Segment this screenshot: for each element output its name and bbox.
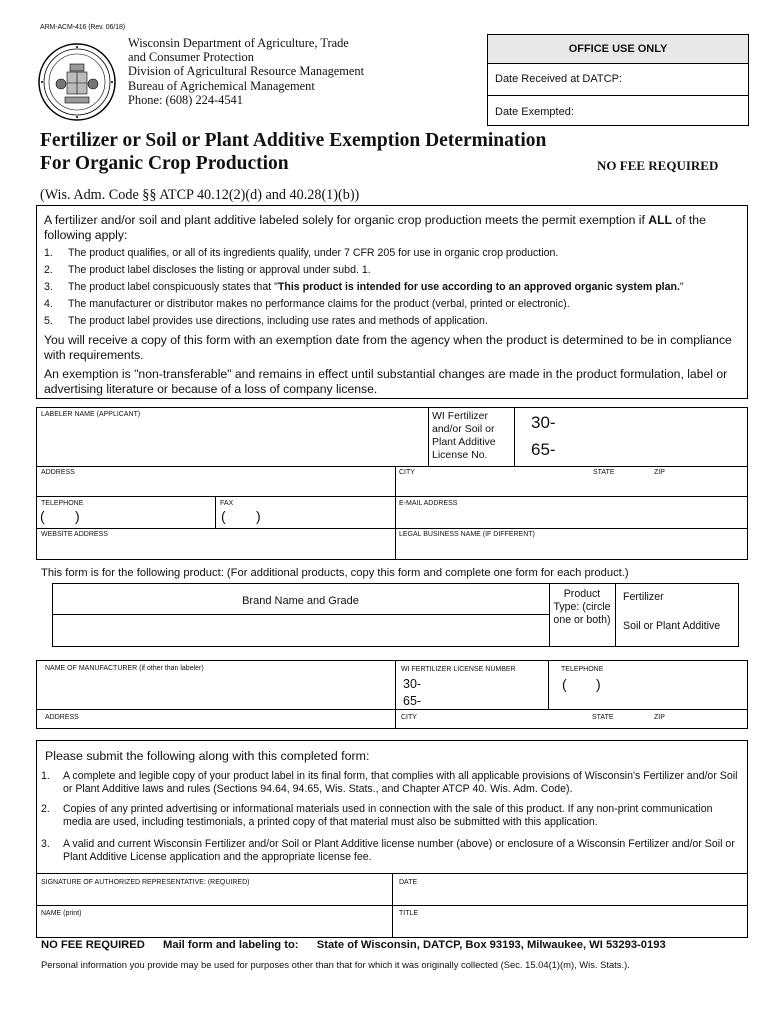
office-use-box: [487, 34, 749, 126]
product-type-fertilizer[interactable]: Fertilizer: [623, 591, 664, 603]
requirements-list: [44, 247, 744, 332]
manufacturer-state-label: STATE: [592, 714, 614, 721]
manufacturer-license-label: WI FERTILIZER LICENSE NUMBER: [401, 666, 516, 673]
page-title-line-1: Fertilizer or Soil or Plant Additive Exemption Determination: [40, 130, 547, 151]
telephone-area-close: ): [75, 508, 80, 524]
website-label: WEBSITE ADDRESS: [41, 531, 108, 538]
list-item: 4. The manufacturer or distributor makes no performance claims for the product (verbal, printed or electronic).: [44, 298, 570, 310]
telephone-area-open: (: [40, 508, 45, 524]
license-number-label: WI Fertilizer and/or Soil or Plant Additive License No.: [432, 410, 496, 461]
agency-block: [128, 36, 364, 107]
labeler-address-field[interactable]: [41, 478, 391, 495]
footer-no-fee: NO FEE REQUIRED: [41, 939, 145, 951]
manufacturer-telephone-label: TELEPHONE: [561, 666, 604, 673]
manufacturer-city-label: CITY: [401, 714, 417, 721]
date-received-label: Date Received at DATCP:: [495, 73, 622, 85]
office-use-title: OFFICE USE ONLY: [568, 43, 668, 55]
print-name-label: NAME (print): [41, 910, 82, 917]
labeler-name-label: LABELER NAME (APPLICANT): [41, 411, 141, 418]
list-item: 3. The product label conspicuously states that "This product is intended for use according to an approved organic system plan.": [44, 281, 684, 293]
footer-mailing-line: [41, 939, 666, 951]
wisconsin-seal-icon: [37, 42, 117, 122]
labeler-license-field[interactable]: [566, 413, 744, 461]
product-intro: This form is for the following product: (For additional products, copy this form and complete one form for each product.): [41, 567, 629, 579]
list-item: 1. A complete and legible copy of your product label in its final form, that complies with all applicable provisions of Wisconsin's Fertilizer and/or Soil or Plant Additive laws and rules (Sections 94.64, 94.65, Wis. Stats., and Chapter ATCP 40. Wis. Adm. Code).: [41, 770, 738, 795]
manufacturer-name-field[interactable]: [45, 675, 390, 705]
labeler-telephone-field[interactable]: [84, 510, 210, 526]
privacy-notice: Personal information you provide may be used for purposes other than that for which it was originally collected (Sec. 15.04(1)(m), Wis. Stats.).: [41, 959, 630, 970]
manufacturer-name-label: NAME OF MANUFACTURER (if other than labeler): [45, 665, 204, 672]
manufacturer-license-prefix-65: 65-: [403, 694, 422, 708]
list-item: 3. A valid and current Wisconsin Fertilizer and/or Soil or Plant Additive license number (above) or enclosure of a Wisconsin Fertilizer and/or Soil or Plant Additive License application and the appropriate license fee.: [41, 838, 735, 863]
list-item: 1. The product qualifies, or all of its ingredients qualify, under 7 CFR 205 for use in organic crop production.: [44, 247, 559, 259]
agency-line-3: Division of Agricultural Resource Management: [128, 64, 365, 79]
signature-label: SIGNATURE OF AUTHORIZED REPRESENTATIVE: (REQUIRED): [41, 879, 250, 886]
agency-line-4: Bureau of Agrichemical Management: [128, 78, 315, 93]
title-label: TITLE: [399, 910, 419, 917]
manufacturer-license-field[interactable]: [428, 677, 544, 707]
print-name-field[interactable]: [41, 919, 389, 936]
page-title-line-2: For Organic Crop Production: [40, 153, 289, 174]
manufacturer-license-prefix-30: 30-: [403, 677, 422, 691]
list-item: 2. Copies of any printed advertising or informational materials used in connection with the sale of this product. If any non-print communication media are used, including testimonials, a printed copy of that material must also be submitted with this application.: [41, 803, 713, 828]
code-reference: (Wis. Adm. Code §§ ATCP 40.12(2)(d) and 40.28(1)(b)): [40, 187, 360, 203]
fax-label: FAX: [220, 500, 234, 507]
intro-paragraph-3: An exemption is "non-transferable" and remains in effect until substantial changes are made in the product formulation, label or advertising literature or because of a loss of company license.: [44, 367, 728, 396]
submit-heading: Please submit the following along with this completed form:: [45, 749, 370, 763]
manufacturer-address-label: ADDRESS: [45, 714, 79, 721]
email-label: E-MAIL ADDRESS: [399, 500, 458, 507]
labeler-email-field[interactable]: [399, 510, 744, 526]
product-type-soil-plant-additive[interactable]: Soil or Plant Additive: [623, 620, 721, 632]
list-item: 2. The product label discloses the listing or approval under subd. 1.: [44, 264, 371, 276]
intro-paragraph-1: A fertilizer and/or soil and plant additive labeled solely for organic crop production meets the permit exemption if ALL of the following apply:: [44, 213, 706, 242]
license-prefix-65: 65-: [531, 440, 556, 459]
state-label: STATE: [593, 469, 615, 476]
signature-field[interactable]: [41, 888, 389, 904]
list-item: 5. The product label provides use directions, including use rates and methods of application.: [44, 315, 488, 327]
labeler-fax-field[interactable]: [266, 510, 390, 526]
telephone-label: TELEPHONE: [41, 500, 84, 507]
labeler-name-field[interactable]: [41, 422, 425, 462]
submit-list: [41, 770, 741, 868]
labeler-legal-name-field[interactable]: [399, 541, 744, 558]
manufacturer-telephone-field[interactable]: [606, 678, 744, 698]
signature-date-field[interactable]: [399, 888, 744, 904]
license-prefix-30: 30-: [531, 413, 556, 432]
labeler-website-field[interactable]: [41, 541, 391, 558]
agency-phone: Phone: (608) 224-4541: [128, 92, 243, 107]
zip-label: ZIP: [654, 469, 665, 476]
agency-line-1: Wisconsin Department of Agriculture, Trade: [128, 36, 349, 50]
title-field[interactable]: [399, 919, 744, 936]
fax-area-close: ): [256, 508, 261, 524]
fax-area-open: (: [221, 508, 226, 524]
city-label: CITY: [399, 469, 415, 476]
agency-line-2: and Consumer Protection: [128, 50, 254, 65]
manufacturer-zip-label: ZIP: [654, 714, 665, 721]
labeler-city-state-zip-field[interactable]: [399, 478, 744, 495]
manufacturer-area-open: (: [562, 676, 567, 692]
date-label: DATE: [399, 879, 418, 886]
date-exempted-label: Date Exempted:: [495, 106, 574, 118]
brand-name-label: Brand Name and Grade: [242, 595, 359, 607]
brand-name-field[interactable]: [56, 617, 544, 644]
form-id: ARM-ACM-416 (Rev. 06/18): [40, 24, 125, 31]
footer-mail-label: Mail form and labeling to:: [163, 939, 299, 951]
product-type-label: Product Type: (circle one or both): [553, 588, 611, 626]
footer-mail-address: State of Wisconsin, DATCP, Box 93193, Milwaukee, WI 53293-0193: [316, 939, 666, 951]
address-label: ADDRESS: [41, 469, 75, 476]
no-fee-heading: NO FEE REQUIRED: [597, 158, 719, 173]
manufacturer-area-close: ): [596, 676, 601, 692]
legal-name-label: LEGAL BUSINESS NAME (IF DIFFERENT): [399, 531, 535, 538]
intro-paragraph-2: You will receive a copy of this form with an exemption date from the agency when the product is determined to be in compliance with requirements.: [44, 333, 732, 362]
